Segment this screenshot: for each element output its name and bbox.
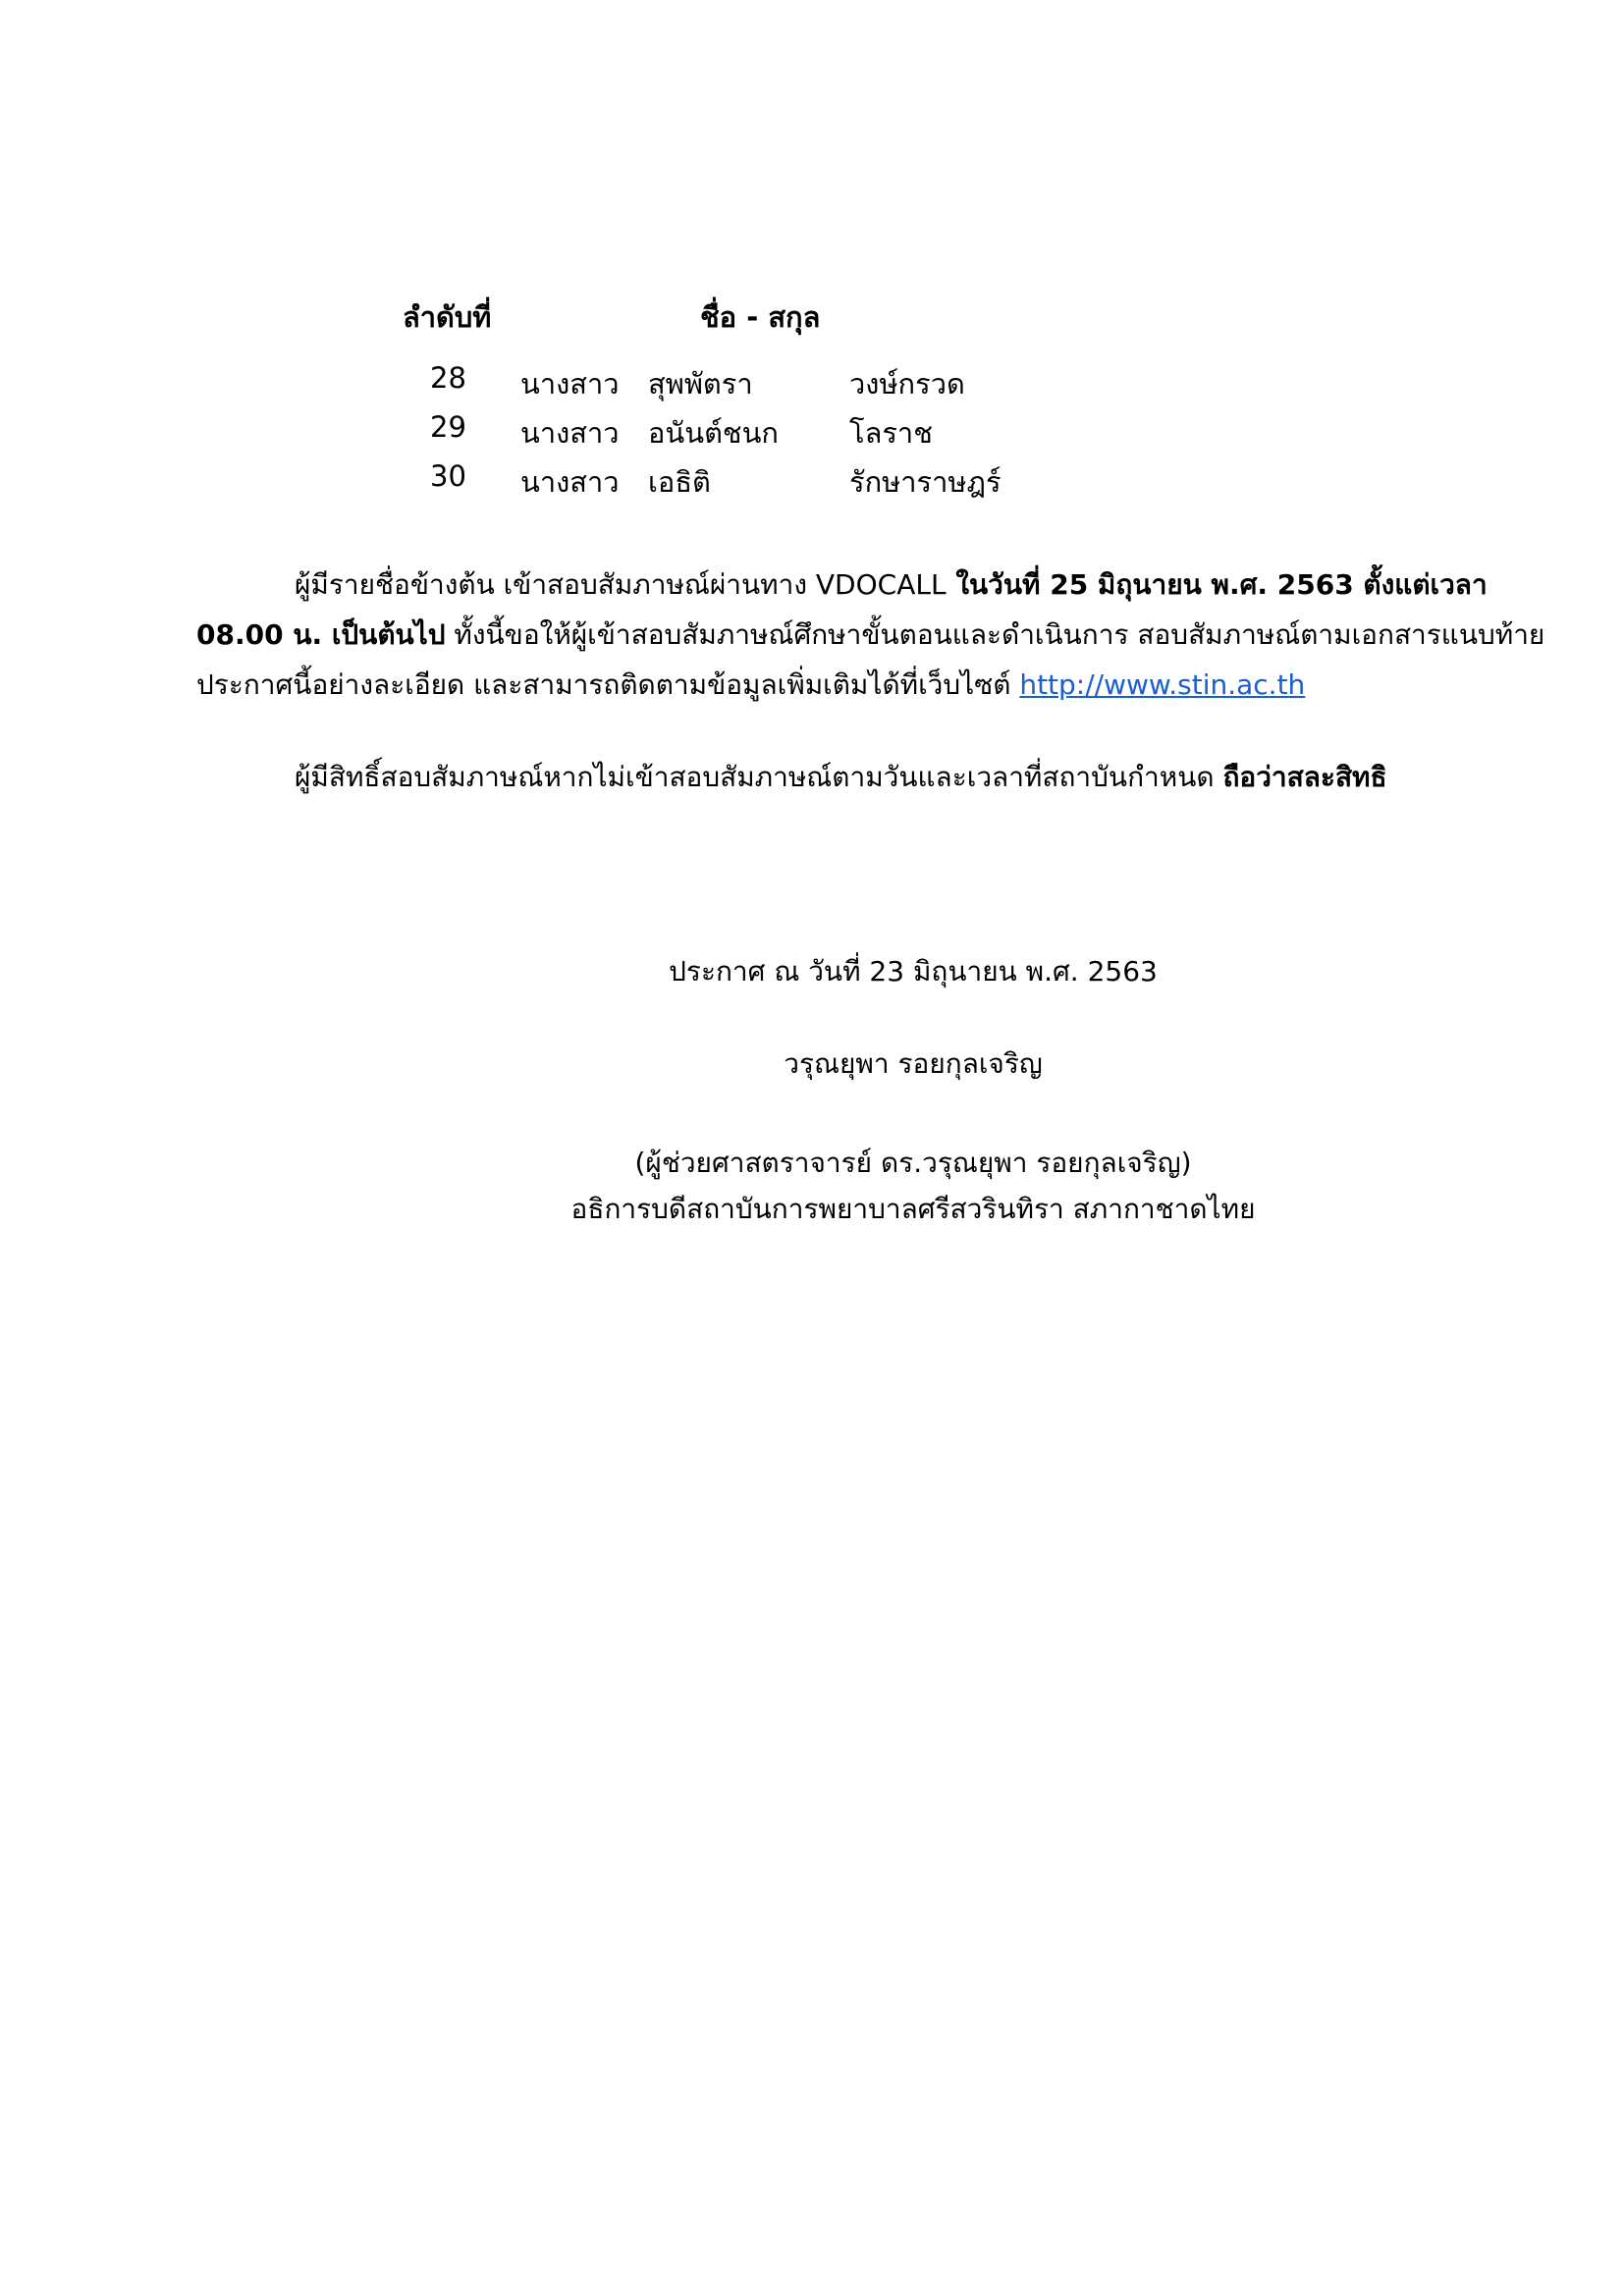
table-row <box>0 410 1624 457</box>
paragraph-line <box>196 560 1488 610</box>
paragraph-text: ผู้มีรายชื่อข้างต้น เข้าสอบสัมภาษณ์ผ่านทาง VDOCALL <box>295 568 947 601</box>
row-title: นางสาว <box>520 367 620 400</box>
row-last-name: วงษ์กรวด <box>849 367 965 400</box>
website-link[interactable]: http://www.stin.ac.th <box>1019 668 1306 701</box>
signer-name: (ผู้ช่วยศาสตราจารย์ ดร.วรุณยุพา รอยกุลเจริญ) <box>634 1147 1192 1179</box>
row-number: 30 <box>430 459 466 493</box>
column-header-order: ลำดับที่ <box>403 300 492 334</box>
table-row <box>0 459 1624 507</box>
paragraph-text: ทั้งนี้ขอให้ผู้เข้าสอบสัมภาษณ์ศึกษาขั้นตอนและดำเนินการ สอบสัมภาษณ์ตามเอกสารแนบท้าย <box>445 618 1545 651</box>
paragraph-line <box>196 660 1453 710</box>
interview-notice-paragraph <box>196 560 1545 710</box>
forfeit-text: ผู้มีสิทธิ์สอบสัมภาษณ์หากไม่เข้าสอบสัมภาษณ์ตามวันและเวลาที่สถาบันกำหนด <box>295 761 1223 793</box>
paragraph-bold-text: 08.00 น. เป็นต้นไป <box>196 618 446 651</box>
table-row <box>0 361 1624 408</box>
forfeit-bold-text: ถือว่าสละสิทธิ <box>1222 761 1387 793</box>
column-header-name: ชื่อ - สกุล <box>700 300 821 334</box>
row-first-name: เอธิติ <box>648 465 711 499</box>
row-first-name: สุพพัตรา <box>648 367 753 400</box>
signer-position: อธิการบดีสถาบันการพยาบาลศรีสวรินทิรา สภากาชาดไทย <box>570 1193 1256 1225</box>
row-first-name: อนันต์ชนก <box>648 416 779 450</box>
row-title: นางสาว <box>520 465 620 499</box>
announcement-date: ประกาศ ณ วันที่ 23 มิถุนายน พ.ศ. 2563 <box>669 955 1158 988</box>
paragraph-line <box>196 610 1545 660</box>
row-number: 28 <box>430 361 466 395</box>
paragraph-text: ประกาศนี้อย่างละเอียด และสามารถติดตามข้อมูลเพิ่มเติมได้ที่เว็บไซต์ <box>196 668 1020 701</box>
forfeit-notice <box>295 756 1387 799</box>
paragraph-bold-text: ในวันที่ 25 มิถุนายน พ.ศ. 2563 ตั้งแต่เวลา <box>946 568 1488 601</box>
row-last-name: รักษาราษฎร์ <box>849 465 1001 499</box>
signature: วรุณยุพา รอยกุลเจริญ <box>784 1047 1043 1080</box>
row-number: 29 <box>430 410 466 444</box>
row-last-name: โลราช <box>849 416 933 450</box>
row-title: นางสาว <box>520 416 620 450</box>
